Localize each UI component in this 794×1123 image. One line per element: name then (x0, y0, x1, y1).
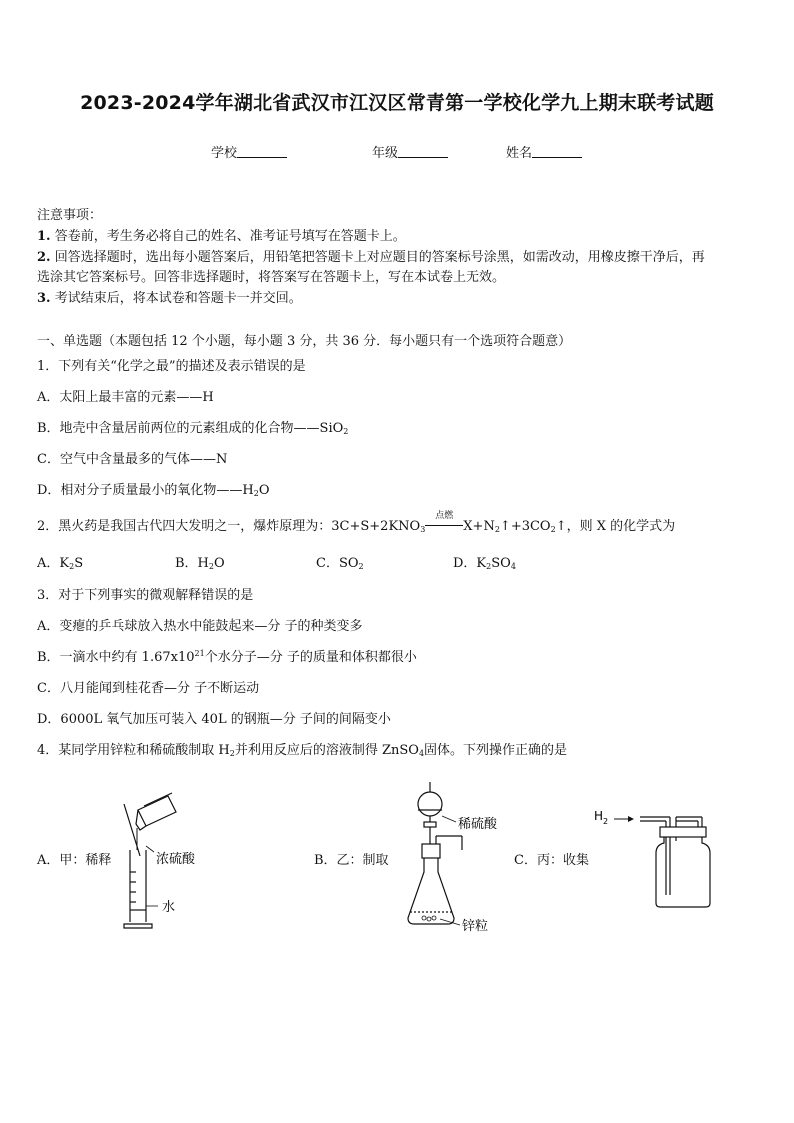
gas-bottle (640, 817, 710, 907)
q2-stem: 2．黑火药是我国古代四大发明之一，爆炸原理为：$3C+S+2KNO_3$ 点燃 $X+N_2↑+3CO_2↑$，则 X 的化学式为 (37, 511, 676, 534)
notice-item-3: 3. 考试结束后，将本试卷和答题卡一并交回。 (37, 291, 302, 306)
grade-label: 年级 (372, 146, 399, 161)
graduated-cylinder (124, 850, 152, 928)
dilute-leader (442, 816, 456, 822)
q2-option-b[interactable]: B．$H_2O$ (175, 556, 225, 571)
zinc-label: 锌粒 (462, 919, 489, 934)
water-label: 水 (162, 900, 176, 915)
q1-option-d[interactable]: D．相对分子质量最小的氧化物$——H_2O$ (37, 483, 270, 498)
notice-item-2: 2. 回答选择题时，选出每小题答案后，用铅笔把答题卡上对应题目的答案标号涂黑，如需改动，用橡皮擦干净后，再 (37, 250, 705, 265)
q3-option-b[interactable]: B．一滴水中约有 $1.67x10^{21}$个水分子—分 子的质量和体积都很小 (37, 649, 417, 665)
q4-option-b[interactable]: B．乙：制取 (314, 853, 389, 868)
q3-option-c[interactable]: C．八月能闻到桂花香—分 子不断运动 (37, 681, 260, 696)
grade-blank[interactable] (398, 145, 448, 158)
q1-stem: 1．下列有关“化学之最”的描述及表示错误的是 (37, 359, 306, 374)
q2-option-c[interactable]: C．$SO_2$ (316, 556, 364, 571)
q2-option-d[interactable]: D．$K_2SO_4$ (453, 556, 516, 571)
school-label: 学校 (211, 146, 238, 161)
collection-diagram (590, 805, 720, 915)
acid-label: 浓硫酸 (156, 852, 196, 867)
q1-option-a[interactable]: A．太阳上最丰富的元素——H (37, 390, 214, 405)
q3-stem: 3．对于下列事实的微观解释错误的是 (37, 588, 254, 603)
notice-item-1: 1. 答卷前，考生务必将自己的姓名、准考证号填写在答题卡上。 (37, 229, 406, 244)
q3-option-d[interactable]: D．6000L 氧气加压可装入 40L 的钢瓶—分 子间的间隔变小 (37, 712, 391, 727)
school-field[interactable] (211, 142, 287, 161)
page-title: 2023-2024学年湖北省武汉市江汉区常青第一学校化学九上期末联考试题 (80, 92, 714, 114)
q1-option-b[interactable]: B．地壳中含量居前两位的元素组成的化合物——SiO$_2$ (37, 421, 349, 436)
h2-label: $H_2$ (594, 809, 609, 826)
conical-flask (408, 836, 462, 924)
q4-stem: 4．某同学用锌粒和稀硫酸制取 $H_2$并利用反应后的溶液制得 ZnSO$_4$固体。下列操作正确的是 (37, 743, 568, 758)
grade-field[interactable] (372, 142, 448, 161)
q2-option-a[interactable]: A．$K_2S$ (37, 556, 84, 571)
separatory-funnel (418, 782, 442, 852)
q3-option-a[interactable]: A．变瘪的乒乓球放入热水中能鼓起来—分 子的种类变多 (37, 619, 363, 634)
acid-leader (146, 846, 154, 852)
q1-option-c[interactable]: C．空气中含量最多的气体——N (37, 452, 228, 467)
notice-heading: 注意事项： (37, 208, 103, 223)
q4-option-a[interactable]: A．甲：稀释 (37, 853, 112, 868)
section-header: 一、单选题（本题包括 12 个小题，每小题 3 分，共 36 分．每小题只有一个选项符合题意） (37, 334, 572, 349)
generation-diagram (400, 780, 510, 940)
name-label: 姓名 (506, 146, 533, 161)
dilute-label: 稀硫酸 (458, 817, 498, 832)
dilution-diagram (110, 790, 220, 935)
school-blank[interactable] (237, 145, 287, 158)
name-field[interactable] (506, 142, 582, 161)
name-blank[interactable] (532, 145, 582, 158)
zinc-granules (422, 916, 436, 921)
reaction-arrow: 点燃 (425, 518, 463, 530)
notice-item-2-cont: 选涂其它答案标号。回答非选择题时，将答案写在答题卡上，写在本试卷上无效。 (37, 270, 506, 285)
acid-bottle (136, 793, 176, 830)
q4-option-c[interactable]: C．丙：收集 (514, 853, 589, 868)
gas-arrow-icon (628, 816, 634, 822)
